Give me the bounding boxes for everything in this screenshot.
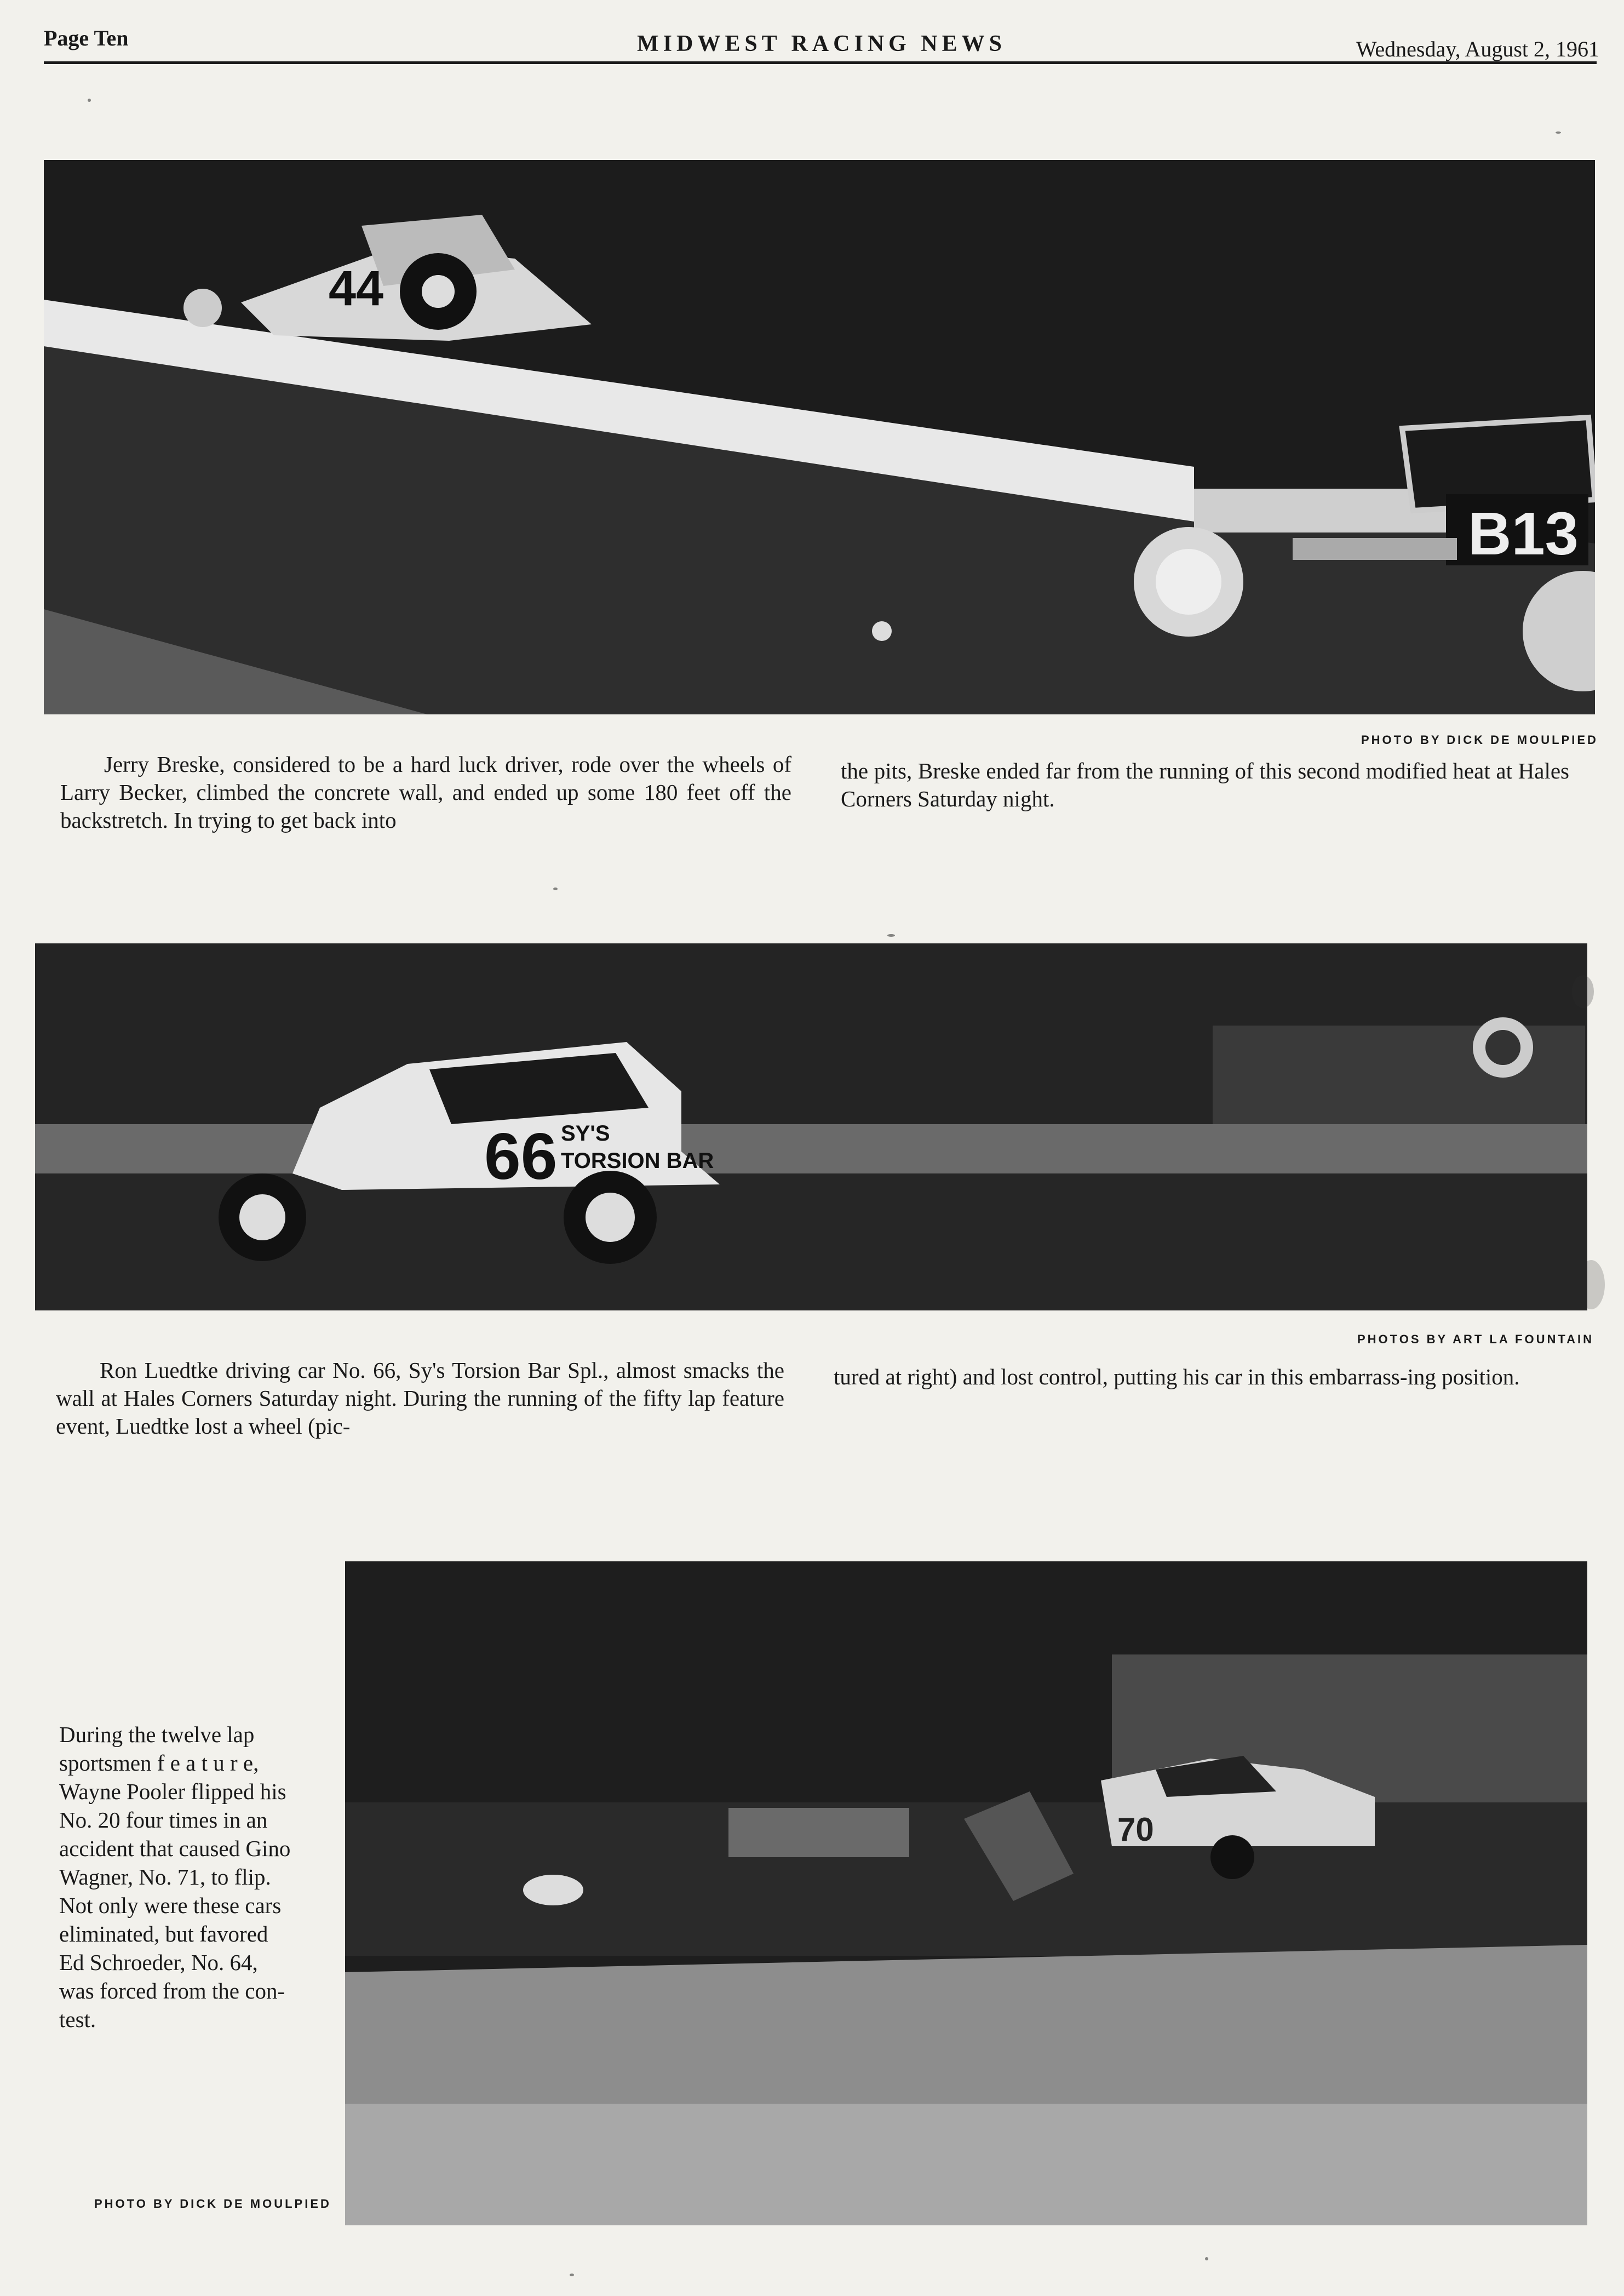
photo-1-caption-right: the pits, Breske ended far from the running of this second modified heat at Hales Corners Saturday night.	[841, 758, 1569, 811]
print-speck	[553, 888, 558, 890]
print-speck	[1577, 1260, 1605, 1309]
photo-2-caption-right: tured at right) and lost control, putting his car in this embarrass-ing position.	[834, 1364, 1520, 1389]
caption-line: was forced from the con-	[59, 1978, 285, 2003]
photo-1-image	[44, 160, 1595, 714]
caption-line: eliminated, but favored	[59, 1921, 268, 1946]
print-speck	[88, 99, 91, 102]
car-66-lettering-2: TORSION BAR	[561, 1149, 714, 1173]
photo-luedtke-66	[35, 943, 1587, 1310]
caption-line: Ed Schroeder, No. 64,	[59, 1950, 258, 1975]
photo-2-image	[35, 943, 1587, 1310]
photo-3-caption	[59, 1720, 317, 2034]
caption-line: Not only were these cars	[59, 1893, 282, 1918]
caption-line: Wagner, No. 71, to flip.	[59, 1864, 271, 1890]
caption-line: accident that caused Gino	[59, 1836, 291, 1861]
car-66-lettering-1: SY'S	[561, 1121, 610, 1146]
photo-2-caption-left: Ron Luedtke driving car No. 66, Sy's Torsion Bar Spl., almost smacks the wall at Hales Corners Saturday night. During the running of the fifty lap feature event, Luedtke lost a wheel (pic-	[56, 1358, 784, 1439]
caption-line: No. 20 four times in an	[59, 1807, 268, 1833]
print-speck	[1556, 131, 1561, 134]
photo-2-credit: PHOTOS BY ART LA FOUNTAIN	[1357, 1332, 1594, 1346]
caption-line: Wayne Pooler flipped his	[59, 1779, 286, 1804]
print-speck	[1572, 975, 1594, 1008]
print-speck	[570, 2274, 574, 2276]
caption-line: During the twelve lap	[59, 1722, 255, 1747]
car-b13-number: B13	[1468, 500, 1579, 568]
car-70-number: 70	[1117, 1811, 1154, 1848]
photo-1-credit: PHOTO BY DICK DE MOULPIED	[1361, 733, 1598, 747]
photo-1-caption-left: Jerry Breske, considered to be a hard luck driver, rode over the wheels of Larry Becker, climbed the concrete wall, and ended up some 180 feet off the backstretch. In trying to get back into	[60, 752, 791, 833]
photo-3-credit: PHOTO BY DICK DE MOULPIED	[94, 2197, 331, 2211]
car-66-number: 66	[484, 1120, 558, 1193]
caption-line: sportsmen f e a t u r e,	[59, 1750, 259, 1776]
publication-title: MIDWEST RACING NEWS	[637, 31, 1006, 56]
page-label: Page Ten	[44, 26, 129, 50]
car-44-number: 44	[329, 261, 384, 316]
issue-date: Wednesday, August 2, 1961	[1356, 37, 1599, 61]
caption-line: test.	[59, 2007, 96, 2032]
print-speck	[887, 934, 895, 937]
masthead-rule	[44, 61, 1597, 64]
photo-3-image	[345, 1561, 1587, 2225]
photo-crash-breske	[44, 160, 1595, 714]
print-speck	[1205, 2257, 1208, 2260]
photo-sportsmen-crash	[345, 1561, 1587, 2225]
